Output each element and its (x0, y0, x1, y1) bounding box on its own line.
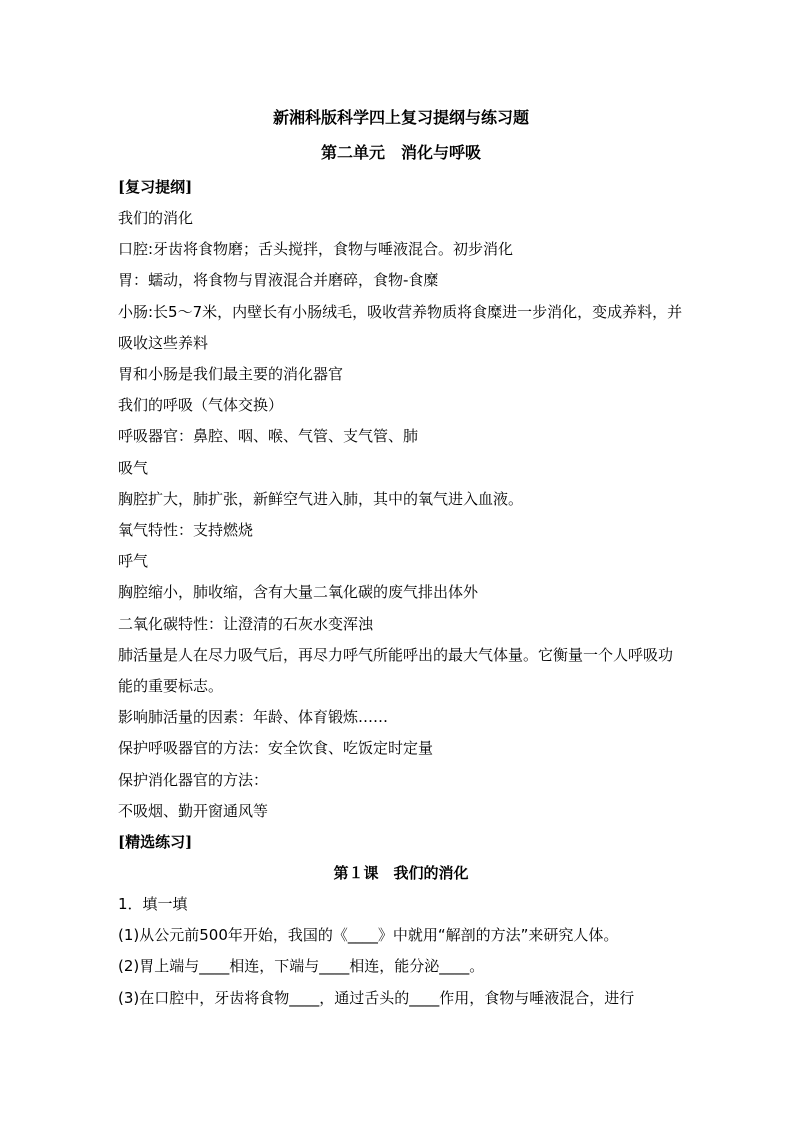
text-line: 胸腔缩小，肺收缩，含有大量二氧化碳的废气排出体外 (118, 583, 479, 602)
practice-heading: [精选练习] (118, 833, 193, 852)
text-line: (3)在口腔中，牙齿将食物____，通过舌头的____作用，食物与唾液混合，进行 (118, 988, 635, 1007)
text-line: 吸气 (118, 458, 149, 477)
text-line: 不吸烟、勤开窗通风等 (118, 801, 269, 820)
text-line: 胃和小肠是我们最主要的消化器官 (118, 365, 344, 384)
text-line: 影响肺活量的因素：年龄、体育锻炼…… (118, 708, 389, 727)
text-line: 二氧化碳特性：让澄清的石灰水变浑浊 (118, 614, 374, 633)
text-line: 我们的消化 (118, 209, 194, 227)
text-line: 我们的呼吸（气体交换） (118, 396, 284, 415)
text-line: 呼吸器官：鼻腔、咽、喉、气管、支气管、肺 (118, 427, 419, 446)
lesson-title: 第１课 我们的消化 (333, 864, 469, 883)
text-line: 胸腔扩大，肺扩张，新鲜空气进入肺，其中的氧气进入血液。 (118, 489, 524, 508)
outline-list (118, 203, 684, 827)
outline-heading: [复习提纲] (118, 178, 193, 196)
text-line: 保护消化器官的方法： (118, 770, 269, 789)
text-line: 1．填一填 (118, 895, 188, 914)
exercise-list (118, 889, 684, 1014)
text-line: (1)从公元前500年开始，我国的《____》中就用“解剖的方法”来研究人体。 (118, 926, 619, 945)
text-line: 肺活量是人在尽力吸气后，再尽力呼气所能呼出的最大气体量。它衡量一个人呼吸功能的重要标志。 (118, 645, 674, 696)
unit-title: 第二单元 消化与呼吸 (320, 143, 481, 162)
text-line: 口腔:牙齿将食物磨；舌头搅拌，食物与唾液混合。初步消化 (118, 240, 514, 259)
document-title: 新湘科版科学四上复习提纲与练习题 (272, 108, 529, 127)
text-line: 胃：蠕动，将食物与胃液混合并磨碎，食物-食糜 (118, 271, 439, 290)
text-line: 保护呼吸器官的方法：安全饮食、吃饭定时定量 (118, 739, 434, 758)
text-line: (2)胃上端与____相连，下端与____相连，能分泌____。 (118, 957, 485, 976)
text-line: 呼气 (118, 552, 149, 571)
text-line: 小肠:长5～7米，内壁长有小肠绒毛，吸收营养物质将食糜进一步消化，变成养料，并吸收这些养料 (118, 302, 683, 352)
text-line: 氧气特性：支持燃烧 (118, 521, 254, 540)
